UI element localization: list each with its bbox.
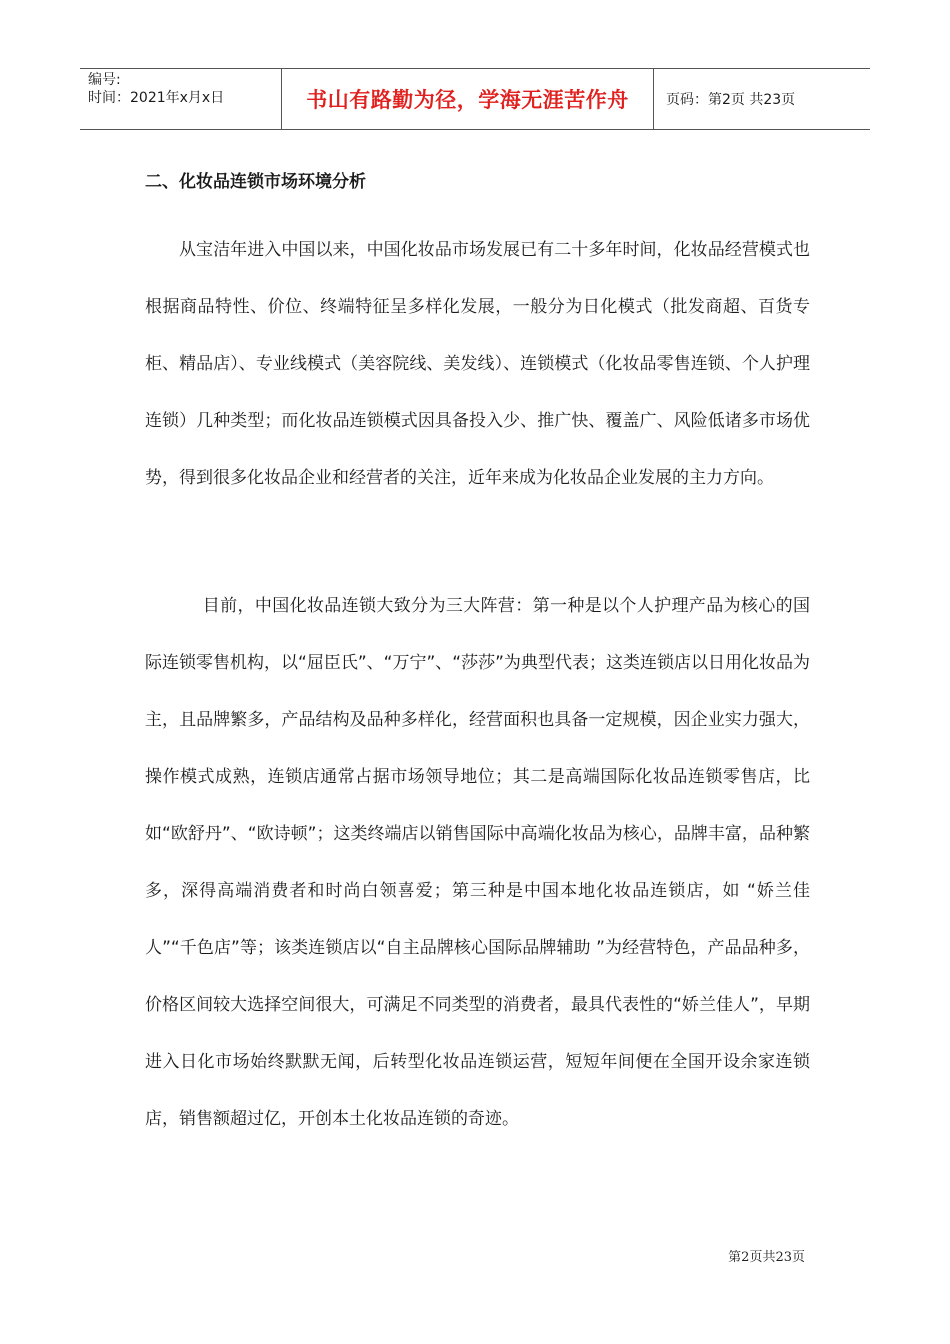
header-meta	[80, 69, 282, 129]
doc-number-label: 编号:	[88, 72, 121, 88]
doc-time-label: 时间：2021年x月x日	[88, 90, 225, 106]
paragraph-2: 目前，中国化妆品连锁大致分为三大阵营：第一种是以个人护理产品为核心的国际连锁零售机构，以“屈臣氏”、“万宁”、“莎莎”为典型代表；这类连锁店以日用化妆品为主，且品牌繁多，产品结构及品种多样化，经营面积也具备一定规模，因企业实力强大，操作模式成熟，连锁店通常占据市场领导地位；其二是高端国际化妆品连锁零售店，比如“欧舒丹”、“欧诗顿”；这类终端店以销售国际中高端化妆品为核心，品牌丰富，品种繁多，深得高端消费者和时尚白领喜爱；第三种是中国本地化妆品连锁店，如 “娇兰佳人”“千色店”等；该类连锁店以“自主品牌核心国际品牌辅助 ”为经营特色，产品品种多，价格区间较大选择空间很大，可满足不同类型的消费者，最具代表性的“娇兰佳人”，早期进入日化市场始终默默无闻，后转型化妆品连锁运营，短短年间便在全国开设余家连锁店，销售额超过亿，开创本土化妆品连锁的奇迹。	[145, 596, 810, 1129]
page-footer: 第2页共23页	[728, 1250, 805, 1265]
header-page-info: 页码：第2页 共23页	[666, 92, 796, 108]
page-header	[80, 68, 870, 130]
header-motto: 书山有路勤为径，学海无涯苦作舟	[282, 69, 654, 129]
section-title: 二、化妆品连锁市场环境分析	[145, 172, 366, 192]
paragraph-1: 从宝洁年进入中国以来，中国化妆品市场发展已有二十多年时间，化妆品经营模式也根据商品特性、价位、终端特征呈多样化发展，一般分为日化模式（批发商超、百货专柜、精品店）、专业线模式（美容院线、美发线）、连锁模式（化妆品零售连锁、个人护理连锁）几种类型；而化妆品连锁模式因具备投入少、推广快、覆盖广、风险低诸多市场优势，得到很多化妆品企业和经营者的关注，近年来成为化妆品企业发展的主力方向。	[145, 240, 810, 488]
